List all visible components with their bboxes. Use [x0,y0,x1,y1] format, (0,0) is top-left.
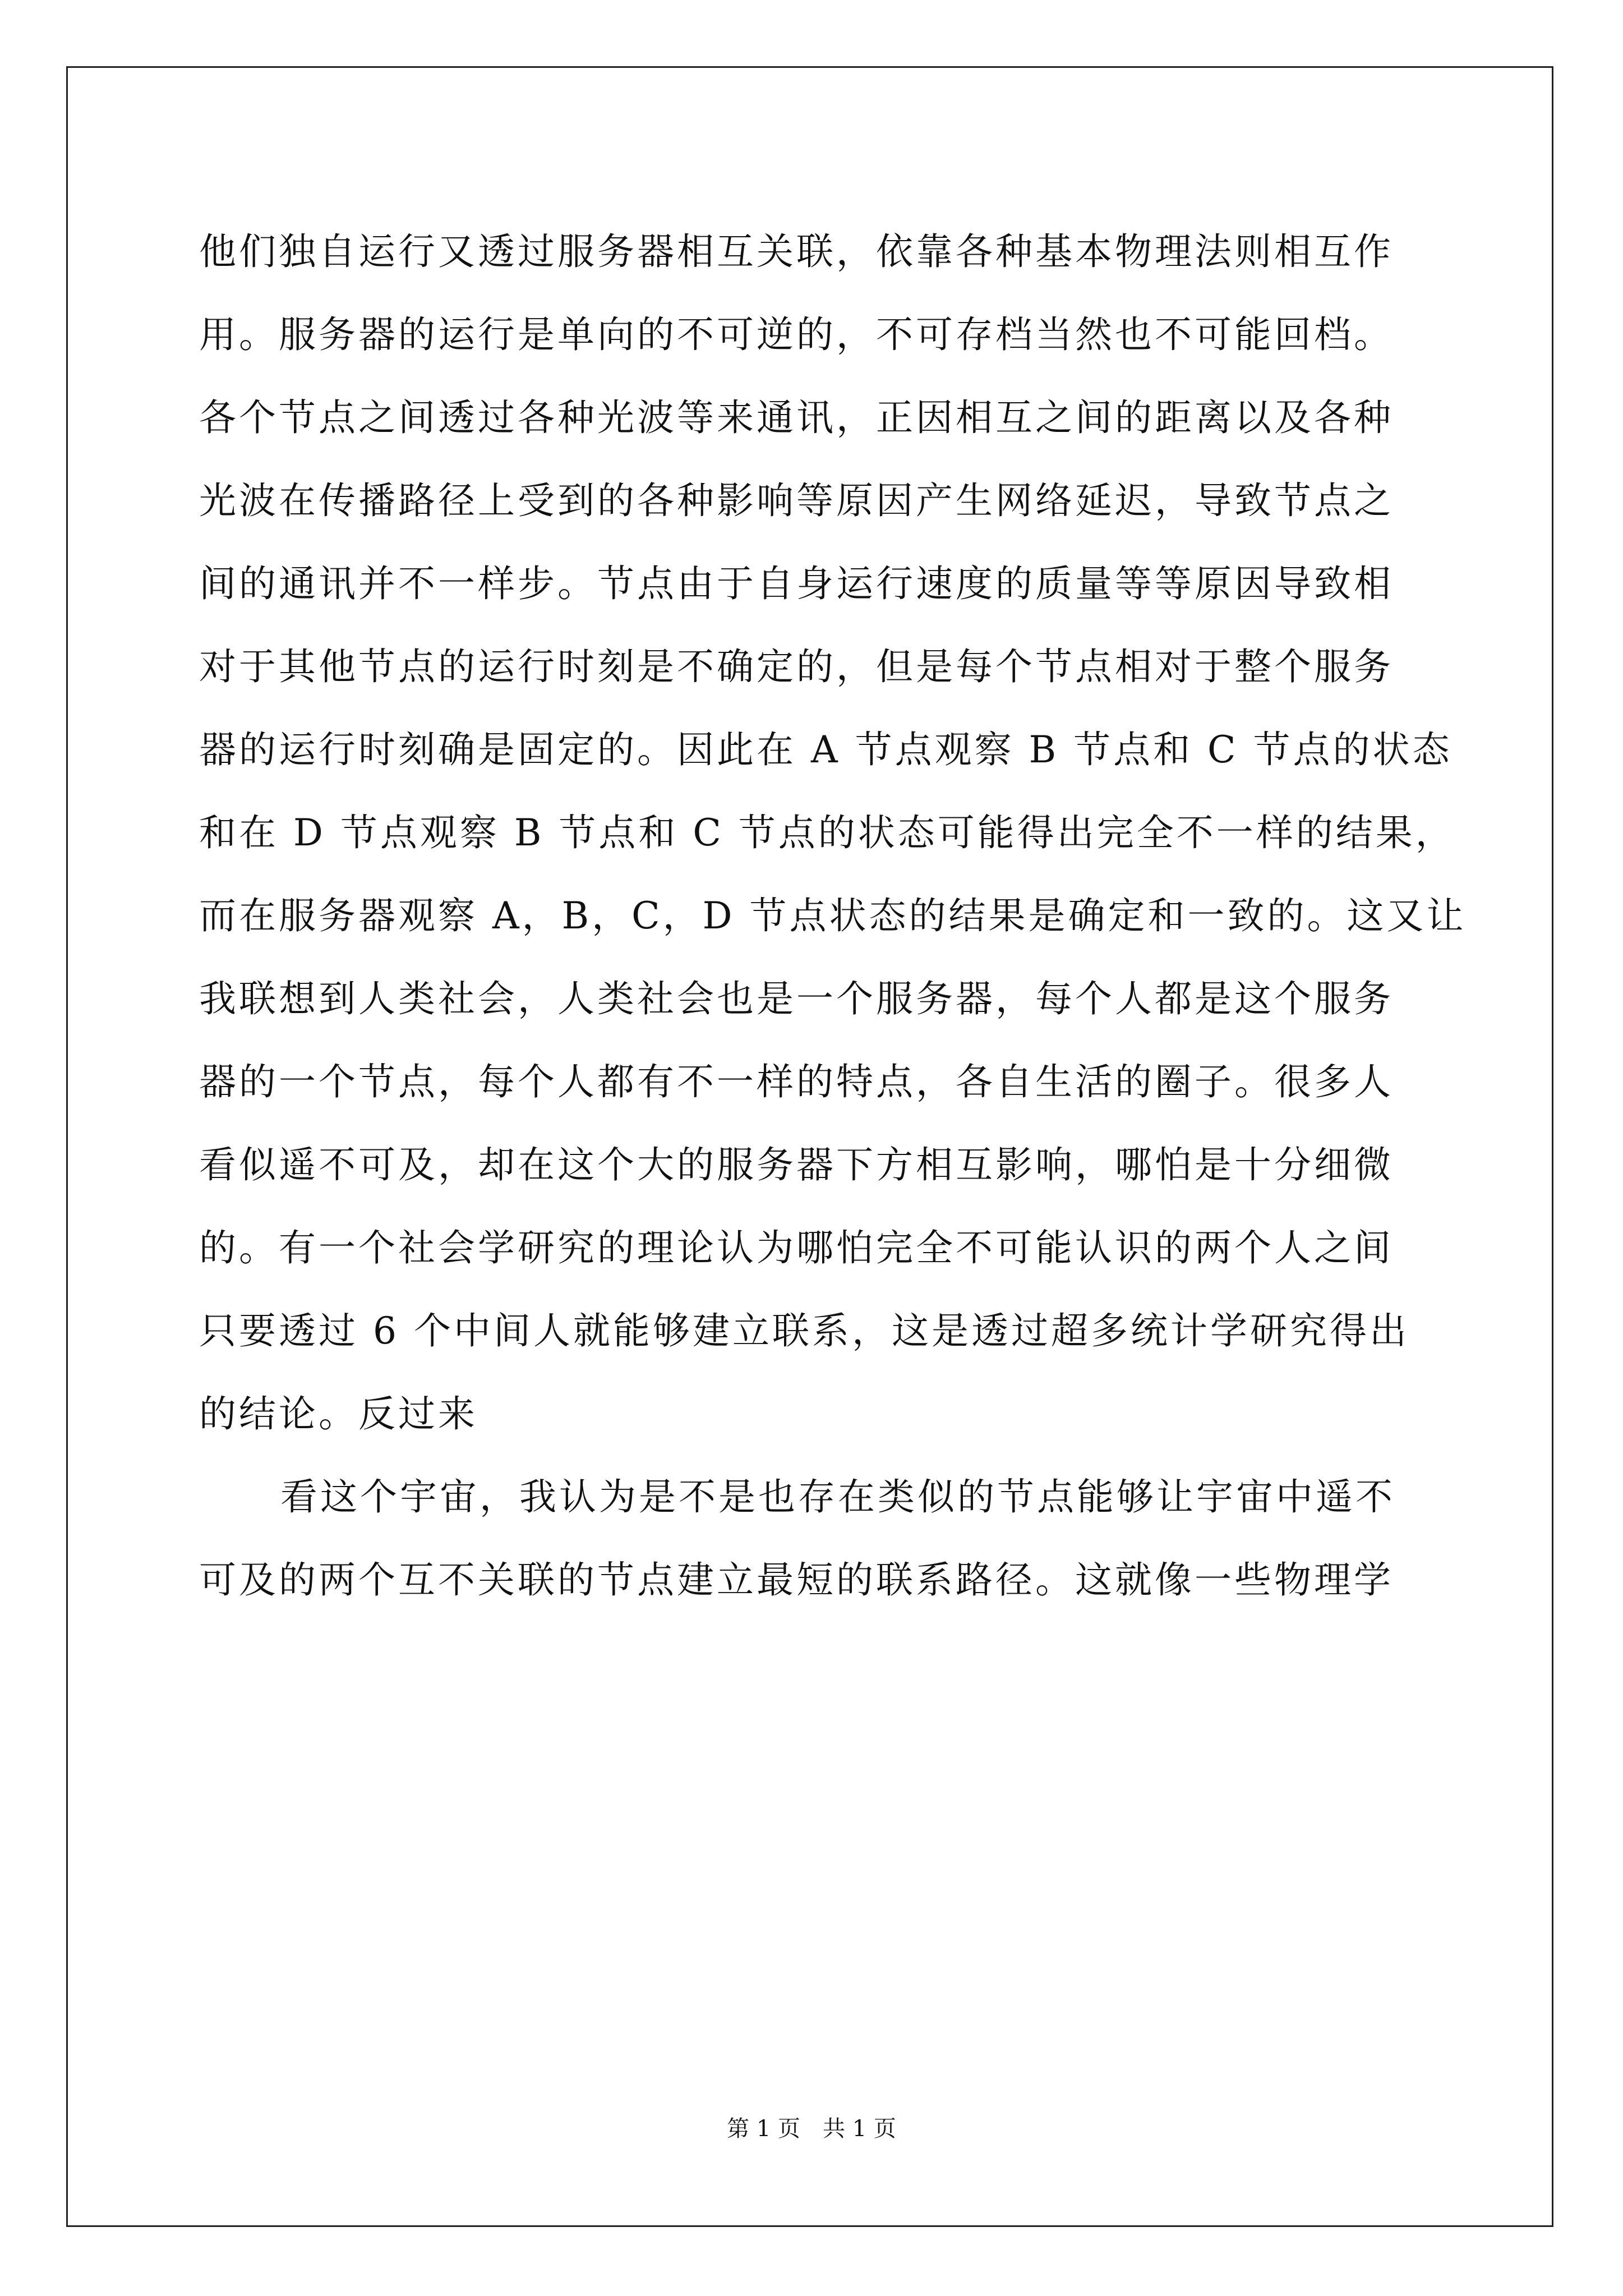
text-line: 间的通讯并不一样步。节点由于自身运行速度的质量等等原因导致相 [199,562,1394,605]
text-line: 看似遥不可及，却在这个大的服务器下方相互影响，哪怕是十分细微 [199,1143,1394,1186]
text-line: 器的一个节点，每个人都有不一样的特点，各自生活的圈子。很多人 [199,1060,1394,1103]
document-body [199,210,1467,1622]
text-line: 器的运行时刻确是固定的。因此在 A 节点观察 B 节点和 C 节点的状态 [199,728,1453,771]
text-line: 的。有一个社会学研究的理论认为哪怕完全不可能认识的两个人之间 [199,1226,1394,1269]
text-line: 对于其他节点的运行时刻是不确定的，但是每个节点相对于整个服务 [199,645,1394,688]
page-number-footer: 第 1 页 共 1 页 [727,2116,896,2142]
text-line: 和在 D 节点观察 B 节点和 C 节点的状态可能得出完全不一样的结果， [199,811,1455,854]
text-line: 的结论。反过来 [199,1392,478,1435]
text-line: 而在服务器观察 A，B，C，D 节点状态的结果是确定和一致的。这又让 [199,894,1467,937]
paragraph-first-line: 看这个宇宙，我认为是不是也存在类似的节点能够让宇宙中遥不 [280,1475,1395,1519]
text-line: 光波在传播路径上受到的各种影响等原因产生网络延迟，导致节点之 [199,479,1394,522]
text-line: 用。服务器的运行是单向的不可逆的，不可存档当然也不可能回档。 [199,313,1394,356]
text-line: 各个节点之间透过各种光波等来通讯，正因相互之间的距离以及各种 [199,396,1394,439]
text-line: 只要透过 6 个中间人就能够建立联系，这是透过超多统计学研究得出 [199,1309,1409,1352]
text-line: 我联想到人类社会，人类社会也是一个服务器，每个人都是这个服务 [199,977,1394,1020]
text-line: 可及的两个互不关联的节点建立最短的联系路径。这就像一些物理学 [199,1558,1394,1602]
text-line: 他们独自运行又透过服务器相互关联，依靠各种基本物理法则相互作 [199,230,1394,273]
